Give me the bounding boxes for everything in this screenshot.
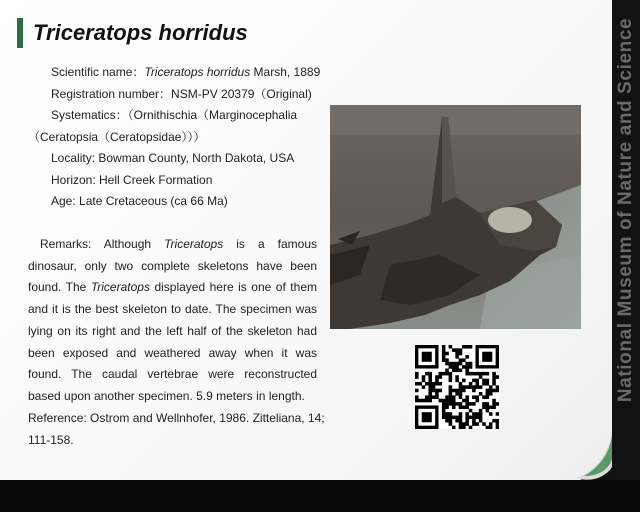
fossil-photo (330, 105, 581, 329)
systematics-row-1: Systematics：（Ornithischia（Marginocephalia (51, 108, 298, 122)
title-accent-bar (17, 18, 23, 48)
qr-code-icon[interactable] (415, 345, 499, 429)
remarks-text-a: Remarks: Although (40, 237, 165, 251)
scientific-author: Marsh, 1889 (250, 65, 321, 79)
age-row: Age: Late Cretaceous (ca 66 Ma) (51, 194, 228, 208)
scientific-name-label: Scientific name： (51, 65, 145, 79)
remarks-text-b: is a famous dinosaur, only two complete skeletons have been found. The (28, 237, 317, 295)
registration-row: Registration number：NSM-PV 20379（Original) (51, 86, 312, 101)
remarks-paragraph (28, 234, 317, 408)
specimen-info (28, 62, 328, 213)
museum-name: National Museum of Nature and Science (615, 17, 636, 403)
systematics-row-2: （Ceratopsia（Ceratopsidae））） (28, 129, 206, 144)
page-curl-decoration (566, 432, 612, 480)
remarks-text-c: displayed here is one of them and it is the best skeleton to date. The specimen was lying on its right and the left half of the skeleton had been exposed and weathered away when it was found. The caudal vertebrae were reconstructed based upon another specimen. 5.9 meters in length. (28, 280, 317, 403)
reference: Reference: Ostrom and Wellnhofer, 1986. Zitteliana, 14; 111-158. (28, 411, 325, 447)
horizon-row: Horizon: Hell Creek Formation (51, 172, 213, 187)
bottom-bar (0, 480, 640, 512)
side-label (612, 0, 640, 420)
remarks-genus: Triceratops (164, 237, 224, 251)
scientific-name: Triceratops horridus (144, 65, 251, 79)
page-title: Triceratops horridus (33, 20, 248, 45)
fossil-skull-image (330, 105, 581, 329)
remarks-genus-2: Triceratops (90, 280, 150, 295)
scientific-name-row (28, 62, 328, 84)
qr-code-graphic (415, 345, 499, 429)
locality-row: Locality: Bowman County, North Dakota, USA (51, 151, 295, 165)
